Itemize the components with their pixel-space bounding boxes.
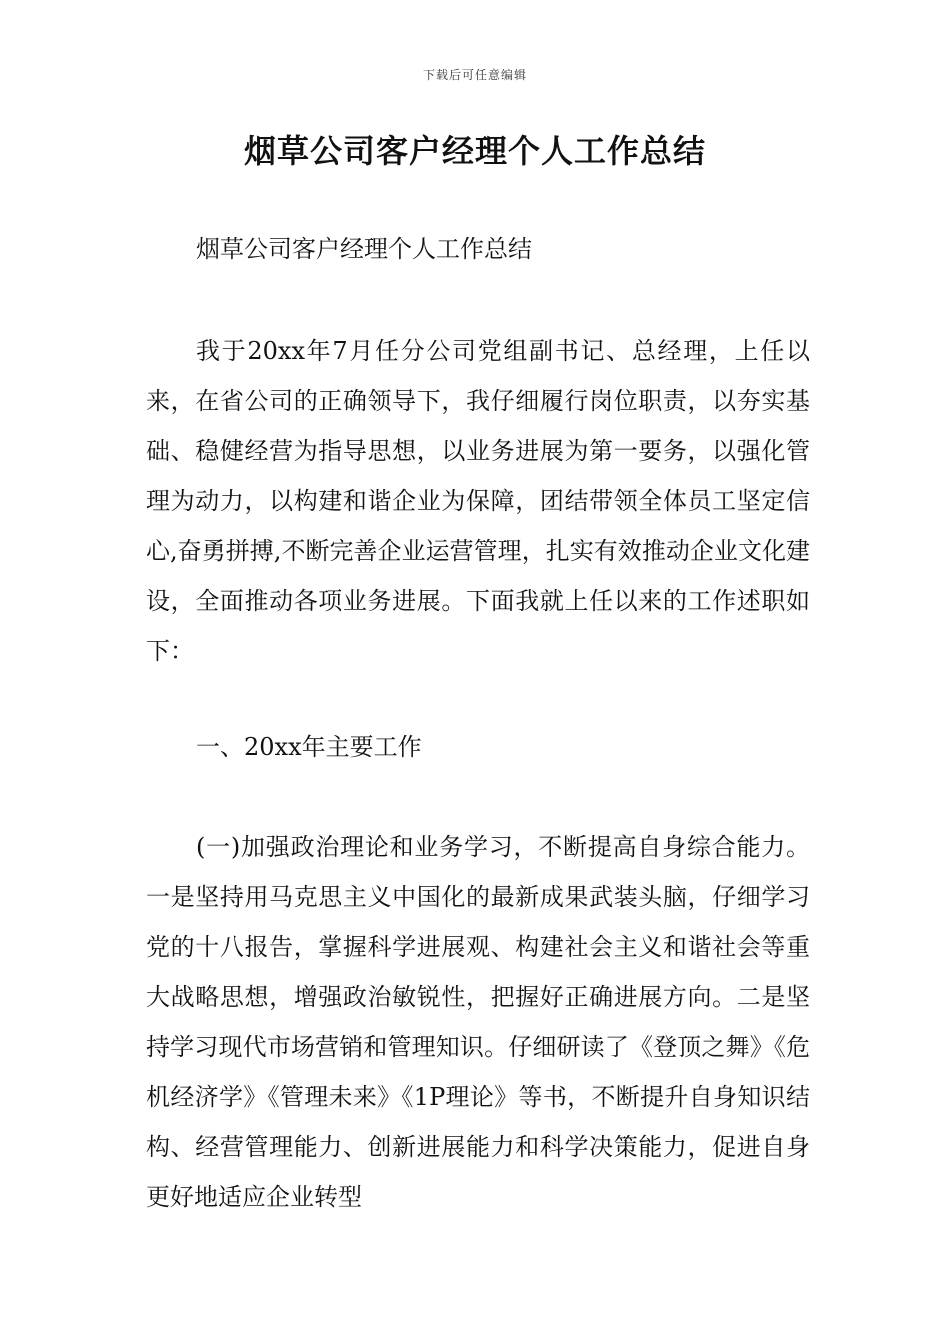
header-note: 下载后可任意编辑 [422, 68, 527, 82]
paragraph-intro: 我于20xx年7月任分公司党组副书记、总经理，上任以来，在省公司的正确领导下，我仔细履行岗位职责，以夯实基础、稳健经营为指导思想，以业务进展为第一要务，以强化管理为动力，以构建和谐企业为保障，团结带领全体员工坚定信心,奋勇拼搏,不断完善企业运营管理，扎实有效推动企业文化建设，全面推动各项业务进展。下面我就上任以来的工作述职如下： [146, 337, 810, 665]
section-heading: 一、20xx年主要工作 [196, 733, 422, 761]
document-subtitle: 烟草公司客户经理个人工作总结 [196, 235, 532, 263]
document-title: 烟草公司客户经理个人工作总结 [243, 132, 706, 170]
paragraph-study: (一)加强政治理论和业务学习，不断提高自身综合能力。一是坚持用马克思主义中国化的最新成果武装头脑，仔细学习党的十八报告，掌握科学进展观、构建社会主义和谐社会等重大战略思想，增强政治敏锐性，把握好正确进展方向。二是坚持学习现代市场营销和管理知识。仔细研读了《登顶之舞》《危机经济学》《管理未来》《1P理论》等书，不断提升自身知识结构、经营管理能力、创新进展能力和科学决策能力，促进自身更好地适应企业转型 [146, 833, 810, 1211]
